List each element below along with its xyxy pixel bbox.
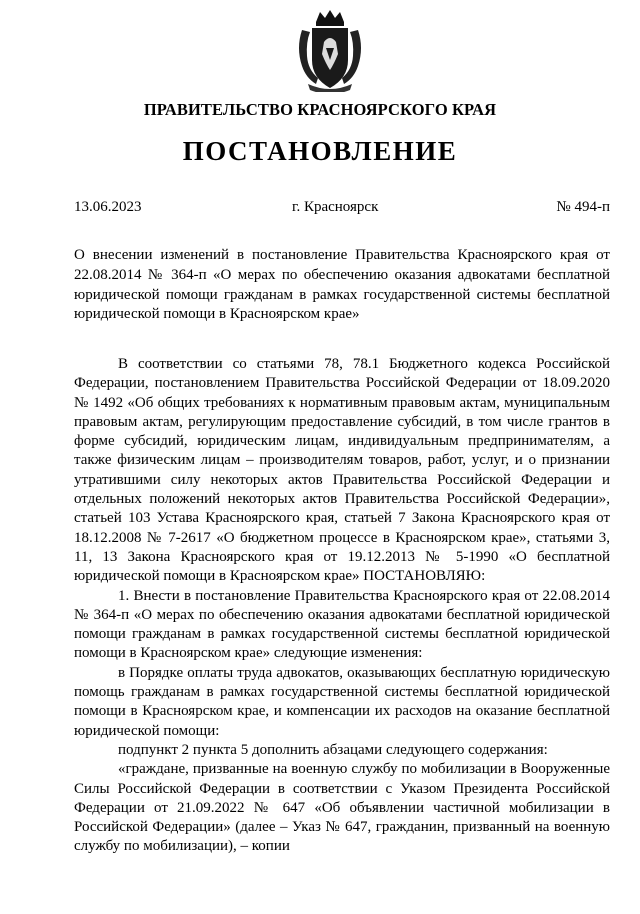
- subclause-instruction-paragraph: подпункт 2 пункта 5 дополнить абзацами следующего содержания:: [118, 741, 548, 758]
- clause-1-paragraph: 1. Внести в постановление Правительства Красноярского края от 22.08.2014 № 364-п «О мерах по обеспечению оказания адвокатами бесплатной юридической помощи гражданам в рамках государственной системы бесплатной юридической помощи в Красноярском крае» следующие изменения:: [74, 587, 610, 662]
- document-number: № 494-п: [556, 199, 610, 215]
- inserted-text-paragraph: «граждане, призванные на военную службу по мобилизации в Вооруженные Силы Российской Федерации в соответствии с Указом Президента Российской Федерации от 21.09.2022 № 647 «Об объявлении частичной мобилизации в Российской Федерации» (далее – Указ № 647, гражданин, призванный на военную службу по мобилизации), – копии: [74, 761, 610, 855]
- preamble-paragraph: В соответствии со статьями 78, 78.1 Бюджетного кодекса Российской Федерации, постановлением Правительства Российской Федерации от 18.09.2020 № 1492 «Об общих требованиях к нормативным правовым актам, муниципальным правовым актам, регулирующим предоставление субсидий, в том числе грантов в форме субсидий, юридическим лицам, индивидуальным предпринимателям, а также физическим лицам – производителям товаров, работ, услуг, и о признании утратившими силу некоторых актов Правительства Российской Федерации и отдельных положений некоторых актов Правительства Российской Федерации», статьей 103 Устава Красноярского края, статьей 7 Закона Красноярского края от 18.12.2008 № 7-2617 «О бюджетном процессе в Красноярском крае», статьями 3, 11, 13 Закона Красноярского края от 19.12.2013 № 5-1990 «О бесплатной юридической помощи в Красноярском крае» ПОСТАНОВЛЯЮ:: [74, 356, 610, 585]
- document-body: [74, 355, 610, 857]
- amendment-scope-paragraph: в Порядке оплаты труда адвокатов, оказывающих бесплатную юридическую помощь гражданам в рамках государственной системы бесплатной юридической помощи в Красноярском крае, и компенсации их расходов на оказание бесплатной юридической помощи:: [74, 664, 610, 739]
- coat-of-arms-emblem: [294, 8, 366, 92]
- document-type-heading: ПОСТАНОВЛЕНИЕ: [182, 136, 458, 166]
- document-subject: О внесении изменений в постановление Правительства Красноярского края от 22.08.2014 № 364-п «О мерах по обеспечению оказания адвокатами бесплатной юридической помощи гражданам в рамках государственной системы бесплатной юридической помощи в Красноярском крае»: [74, 247, 610, 323]
- document-city: г. Красноярск: [292, 199, 379, 215]
- document-date: 13.06.2023: [74, 199, 142, 215]
- government-title: ПРАВИТЕЛЬСТВО КРАСНОЯРСКОГО КРАЯ: [143, 100, 497, 119]
